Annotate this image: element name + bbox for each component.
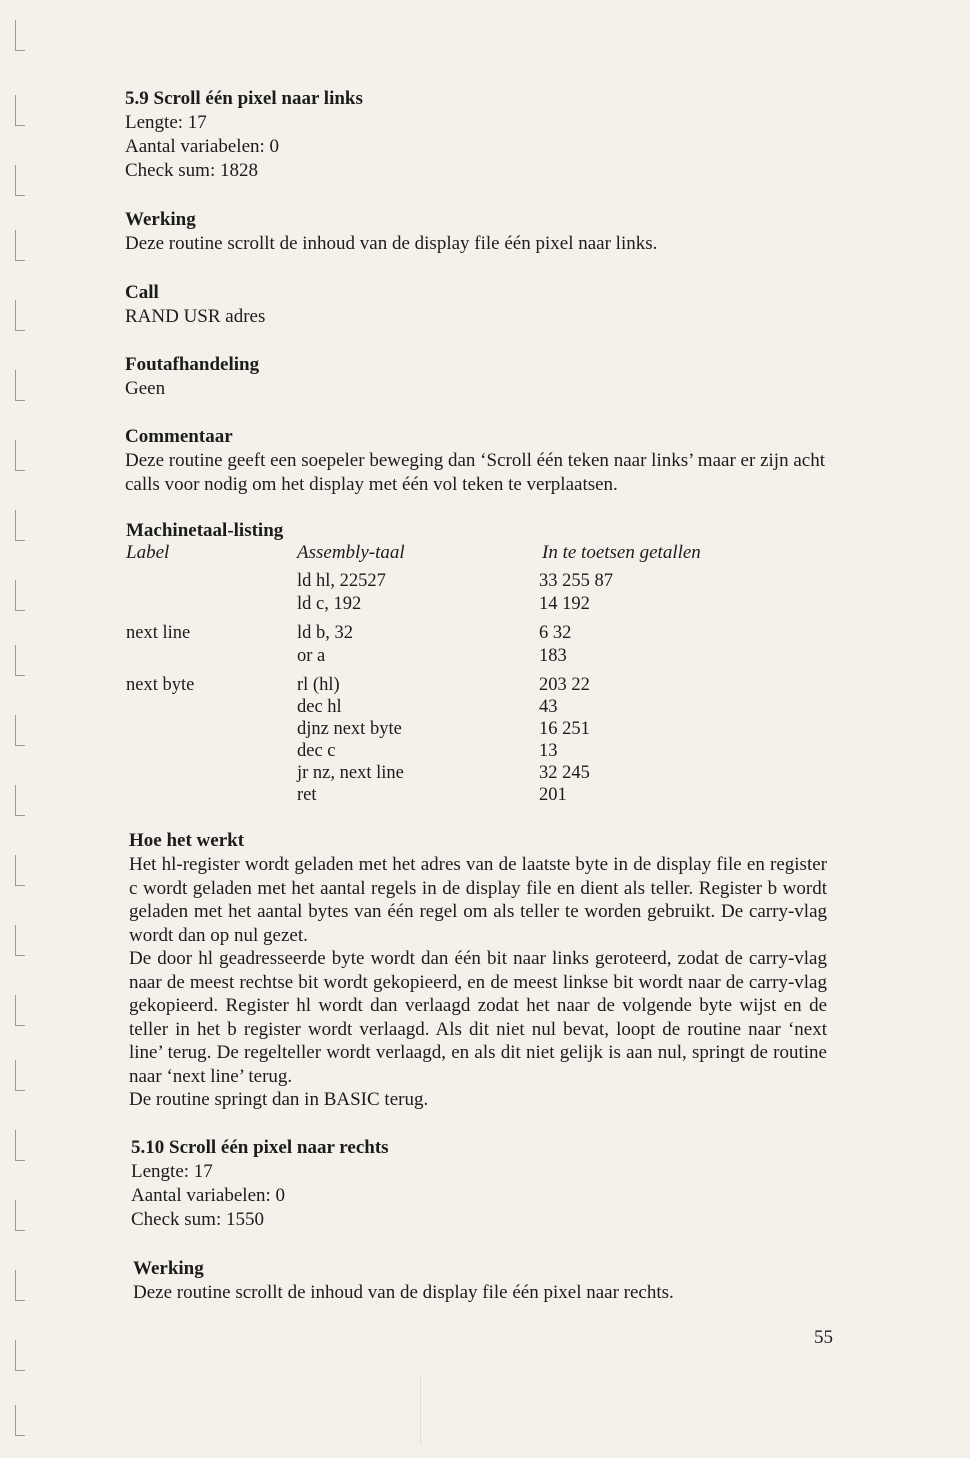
listing-row — [126, 784, 846, 807]
col-asm-header: Assembly-taal — [297, 542, 405, 563]
listing-row — [126, 622, 846, 645]
werking-text: Deze routine scrollt de inhoud van de display file één pixel naar links. — [125, 233, 658, 254]
section-title: 5.10 Scroll één pixel naar rechts — [131, 1137, 389, 1158]
row-num: 43 — [539, 697, 558, 717]
werking-text: Deze routine scrollt de inhoud van de display file één pixel naar rechts. — [133, 1282, 674, 1303]
hoe-paragraph-2: De door hl geadresseerde byte wordt dan één bit naar links geroteerd, zodat de carry-vlag naar de meest rechtse bit wordt gekopieerd, en de meest linkse bit wordt naar de carry-vlag gekopieerd. Register hl wordt dan verlaagd zodat het naar de volgende byte wijst en de teller in het b register wordt verlaagd. Als dit niet nul bevat, loopt de routine naar ‘next line’ terug. De regelteller wordt verlaagd, en als dit niet gelijk is aan nul, springt de routine naar ‘next line’ terug. — [129, 948, 827, 1087]
listing-row — [126, 674, 846, 697]
section-5-9-header — [125, 87, 363, 183]
row-num: 14 192 — [539, 594, 590, 614]
hoe-het-werkt-block — [129, 829, 827, 1112]
lengte: Lengte: 17 — [131, 1161, 213, 1182]
col-label-header: Label — [126, 542, 170, 563]
listing-row — [126, 762, 846, 785]
commentaar-block — [125, 425, 825, 496]
aantal-variabelen: Aantal variabelen: 0 — [125, 136, 280, 157]
commentaar-text: Deze routine geeft een soepeler beweging dan ‘Scroll één teken naar links’ maar er zijn acht calls voor nodig om het display met één vol teken te verplaatsen. — [125, 450, 825, 495]
werking-heading: Werking — [133, 1258, 204, 1279]
werking-block-5-10 — [133, 1257, 674, 1305]
row-asm: dec c — [297, 741, 336, 761]
lengte: Lengte: 17 — [125, 112, 207, 133]
listing-row — [126, 645, 846, 668]
check-sum: Check sum: 1828 — [125, 160, 258, 181]
row-asm: dec hl — [297, 697, 342, 717]
call-block — [125, 281, 265, 329]
row-num: 6 32 — [539, 623, 572, 643]
row-asm: ld b, 32 — [297, 623, 354, 643]
row-label: next line — [126, 623, 191, 643]
section-5-10-header — [131, 1136, 389, 1232]
listing-heading: Machinetaal-listing — [126, 520, 284, 541]
row-num: 32 245 — [539, 763, 590, 783]
call-text: RAND USR adres — [125, 306, 266, 327]
row-asm: rl (hl) — [297, 675, 340, 695]
row-asm: jr nz, next line — [297, 763, 404, 783]
werking-block — [125, 208, 657, 256]
row-label: next byte — [126, 675, 195, 695]
hoe-paragraph-3: De routine springt dan in BASIC terug. — [129, 1089, 429, 1110]
check-sum: Check sum: 1550 — [131, 1209, 264, 1230]
listing-row — [126, 593, 846, 616]
foutafhandeling-text: Geen — [125, 378, 166, 399]
bleed-through-shadow — [420, 1375, 941, 1445]
hoe-paragraph-1: Het hl-register wordt geladen met het adres van de laatste byte in de display file en register c wordt geladen met het aantal regels in de display file en dient als teller. Register b wordt geladen met het aantal bytes van één regel om als teller te worden gebruikt. De carry-vlag wordt dan op nul gezet. — [129, 854, 827, 946]
row-num: 16 251 — [539, 719, 590, 739]
row-num: 13 — [539, 741, 558, 761]
section-title: 5.9 Scroll één pixel naar links — [125, 88, 363, 109]
aantal-variabelen: Aantal variabelen: 0 — [131, 1185, 286, 1206]
row-num: 33 255 87 — [539, 571, 613, 591]
row-asm: ret — [297, 785, 317, 805]
col-num-header: In te toetsen getallen — [542, 542, 701, 563]
row-asm: ld c, 192 — [297, 594, 362, 614]
row-asm: djnz next byte — [297, 719, 402, 739]
listing-row — [126, 696, 846, 719]
row-num: 203 22 — [539, 675, 590, 695]
listing-row — [126, 718, 846, 741]
hoe-het-werkt-heading: Hoe het werkt — [129, 830, 245, 851]
hoe-het-werkt-text — [129, 853, 827, 1112]
row-asm: or a — [297, 646, 326, 666]
foutafhandeling-block — [125, 353, 259, 401]
listing-row — [126, 740, 846, 763]
spiral-binding-marks — [0, 0, 30, 1458]
row-num: 183 — [539, 646, 567, 666]
row-num: 201 — [539, 785, 567, 805]
row-asm: ld hl, 22527 — [297, 571, 386, 591]
listing-row — [126, 570, 846, 593]
call-heading: Call — [125, 282, 159, 303]
werking-heading: Werking — [125, 209, 196, 230]
commentaar-heading: Commentaar — [125, 426, 233, 447]
foutafhandeling-heading: Foutafhandeling — [125, 354, 260, 375]
page-number: 55 — [814, 1327, 833, 1348]
